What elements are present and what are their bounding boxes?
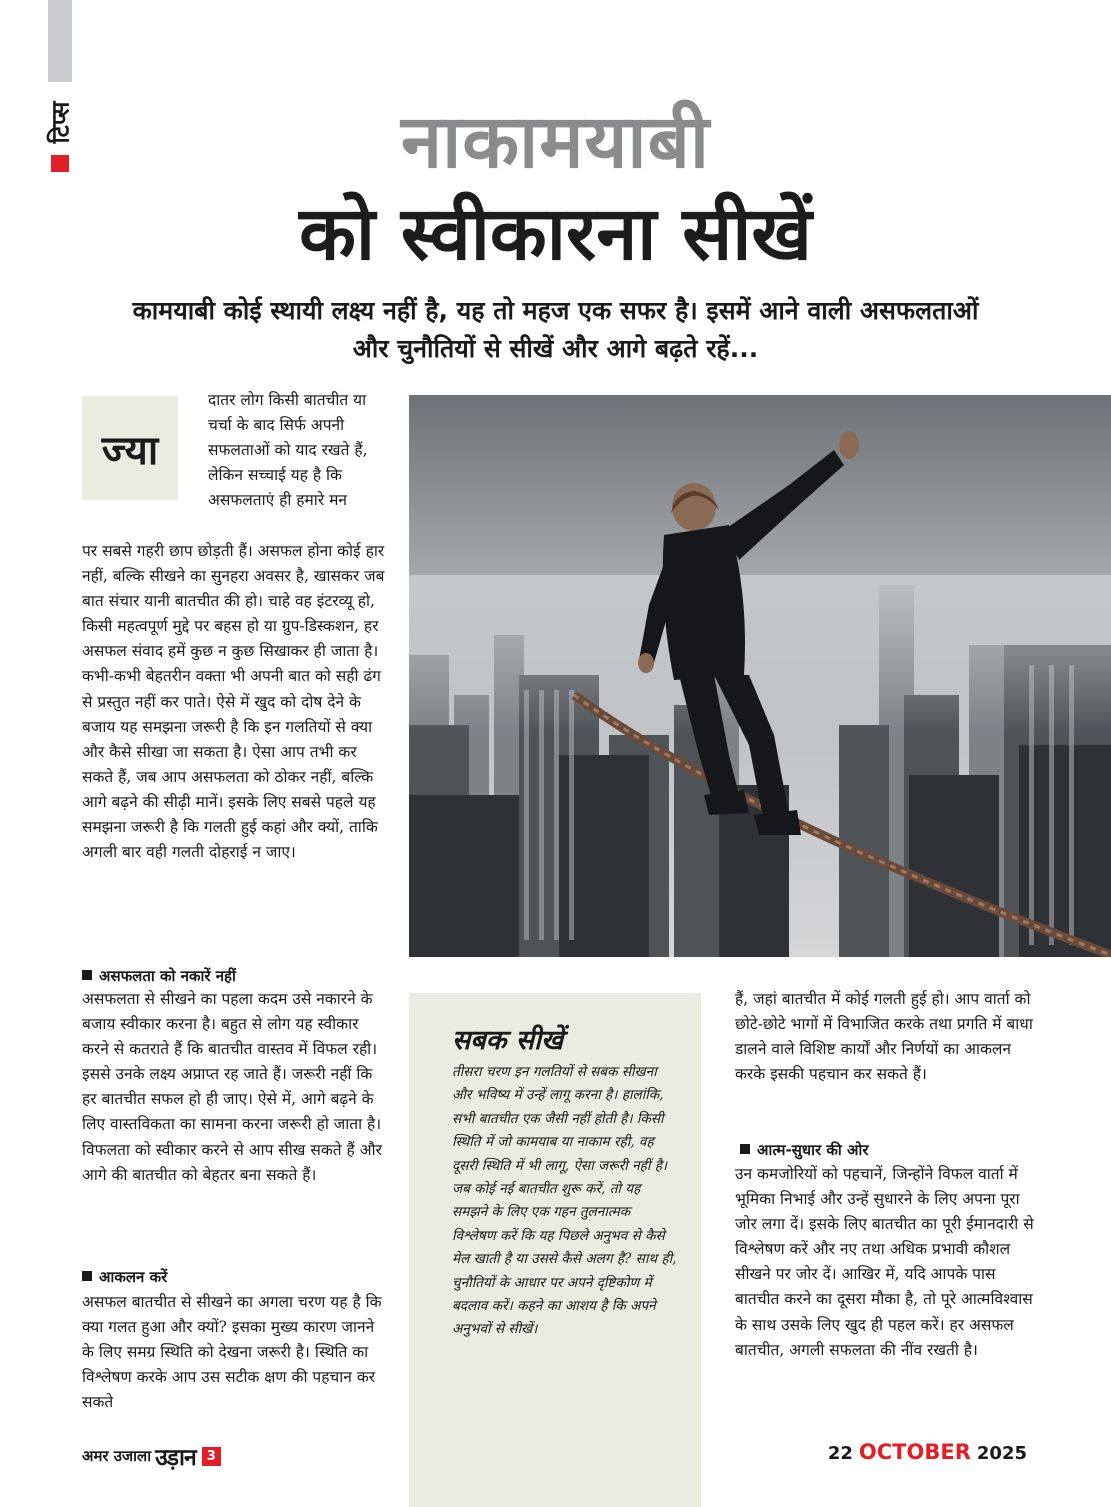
page-number: 3	[202, 1447, 221, 1466]
bullet-square-icon	[82, 970, 92, 980]
headline-line-1: नाकामयाबी	[401, 99, 710, 185]
brand-small: अमर उजाला	[82, 1447, 152, 1465]
section-label: टिप्स	[46, 100, 75, 144]
dropcap: ज्या	[82, 396, 178, 500]
bullet-square-icon	[740, 1144, 750, 1154]
section-color-bar	[48, 0, 72, 82]
sidebar-text: तीसरा चरण इन गलतियों से सबक सीखना और भविष्य में उन्हें लागू करना है। हालांकि, सभी बातचीत एक जैसी नहीं होती है। किसी स्थिति में जो कामयाब या नाकाम रही, वह दूसरी स्थिति में भी लागू, ऐसा जरूरी नहीं है। जब कोई नई बातचीत शुरू करें, तो यह समझने के लिए एक गहन तुलनात्मक विश्लेषण करें कि यह पिछले अनुभव से कैसे मेल खाती है या उससे कैसे अलग है? साथ ही, चुनौतियों के आधार पर अपने दृष्टिकोण में बदलाव करें। कहने का आशय है कि अपने अनुभवों से सीखें।	[452, 1064, 677, 1338]
publication-brand	[82, 1440, 221, 1472]
date-year: 2025	[976, 1443, 1027, 1464]
body-paragraph: उन कमजोरियों को पहचानें, जिन्होंने विफल वार्ता में भूमिका निभाई और उन्हें सुधारने के लिए अपना पूरा जोर लगा दें। इसके लिए बातचीत का पूरी ईमानदारी से विश्लेषण करें और नए तथा अधिक प्रभावी कौशल सीखने पर जोर दें। आखिर में, यदि आपके पास बातचीत करने का दूसरा मौका है, तो पूरे आत्मविश्वास के साथ उसके लिए खुद ही पहल करें। हर असफल बातचीत, अगली सफलता की नींव रखती है।	[735, 1165, 1034, 1359]
bullet-square-icon	[82, 1271, 92, 1281]
body-paragraph: हैं, जहां बातचीत में कोई गलती हुई हो। आप वार्ता को छोटे-छोटे भागों में विभाजित करके तथा प्रगति में बाधा डालने वाले विशिष्ट कार्यों और निर्णयों का आकलन करके इसकी पहचान कर सकते हैं।	[735, 990, 1033, 1084]
issue-date	[828, 1440, 1027, 1464]
intro-paragraph-top: दातर लोग किसी बातचीत या चर्चा के बाद सिर्फ अपनी सफलताओं को याद रखते हैं, लेकिन सच्चाई यह है कि असफलताएं ही हमारे मन	[208, 391, 368, 510]
sidebar-title: सबक सीखें	[452, 1025, 564, 1056]
tightrope-city-photo	[409, 395, 1111, 957]
subheading: आकलन करें	[82, 1267, 167, 1287]
standfirst: कामयाबी कोई स्थायी लक्ष्य नहीं है, यह तो महज एक सफर है। इसमें आने वाली असफलताओं और चुनौतियों से सीखें और आगे बढ़ते रहें...	[132, 296, 979, 363]
date-month: OCTOBER	[858, 1440, 971, 1464]
subheading: असफलता को नकारें नहीं	[82, 966, 236, 986]
subheading: आत्म-सुधार की ओर	[740, 1140, 868, 1160]
businessman-on-rope-illustration	[409, 395, 1111, 957]
sidebar-box	[409, 993, 701, 1507]
headline-line-2: को स्वीकारना सीखें	[299, 191, 812, 277]
body-paragraph: असफल बातचीत से सीखने का अगला चरण यह है कि क्या गलत हुआ और क्यों? इसका मुख्य कारण जानने के लिए समग्र स्थिति को देखना जरूरी है। स्थिति का विश्लेषण करके आप उस सटीक क्षण की पहचान कर सकते	[82, 1293, 382, 1412]
body-paragraph: असफलता से सीखने का पहला कदम उसे नकारने के बजाय स्वीकार करना है। बहुत से लोग यह स्वीकार करने से कतराते हैं कि बातचीत वास्तव में विफल रही। इससे उनके लक्ष्य अप्राप्त रह जाते हैं। जरूरी नहीं कि हर बातचीत सफल हो ही जाए। ऐसे में, आगे बढ़ने के लिए वास्तविकता का सामना करना जरूरी हो जाता है। विफलता को स्वीकार करने से आप सीख सकते हैं और आगे की बातचीत को बेहतर बना सकते हैं।	[82, 990, 382, 1184]
intro-paragraph: पर सबसे गहरी छाप छोड़ती हैं। असफल होना कोई हार नहीं, बल्कि सीखने का सुनहरा अवसर है, खासकर जब बात संचार यानी बातचीत की हो। चाहे वह इंटरव्यू हो, किसी महत्वपूर्ण मुद्दे पर बहस हो या ग्रुप-डिस्कशन, हर असफल संवाद हमें कुछ न कुछ सिखाकर ही जाता है। कभी-कभी बेहतरीन वक्ता भी अपनी बात को सही ढंग से प्रस्तुत नहीं कर पाते। ऐसे में खुद को दोष देने के बजाय यह समझना जरूरी है कि इन गलतियों से क्या और कैसे सीखा जा सकता है। ऐसा आप तभी कर सकते हैं, जब आप असफलता को ठोकर नहीं, बल्कि आगे बढ़ने की सीढ़ी मानें। इसके लिए सबसे पहले यह समझना जरूरी है कि गलती हुई कहां और क्यों, ताकि अगली बार वही गलती दोहराई न जाए।	[82, 542, 385, 862]
brand-large: उड़ान	[155, 1445, 196, 1471]
date-day: 22	[827, 1443, 853, 1464]
